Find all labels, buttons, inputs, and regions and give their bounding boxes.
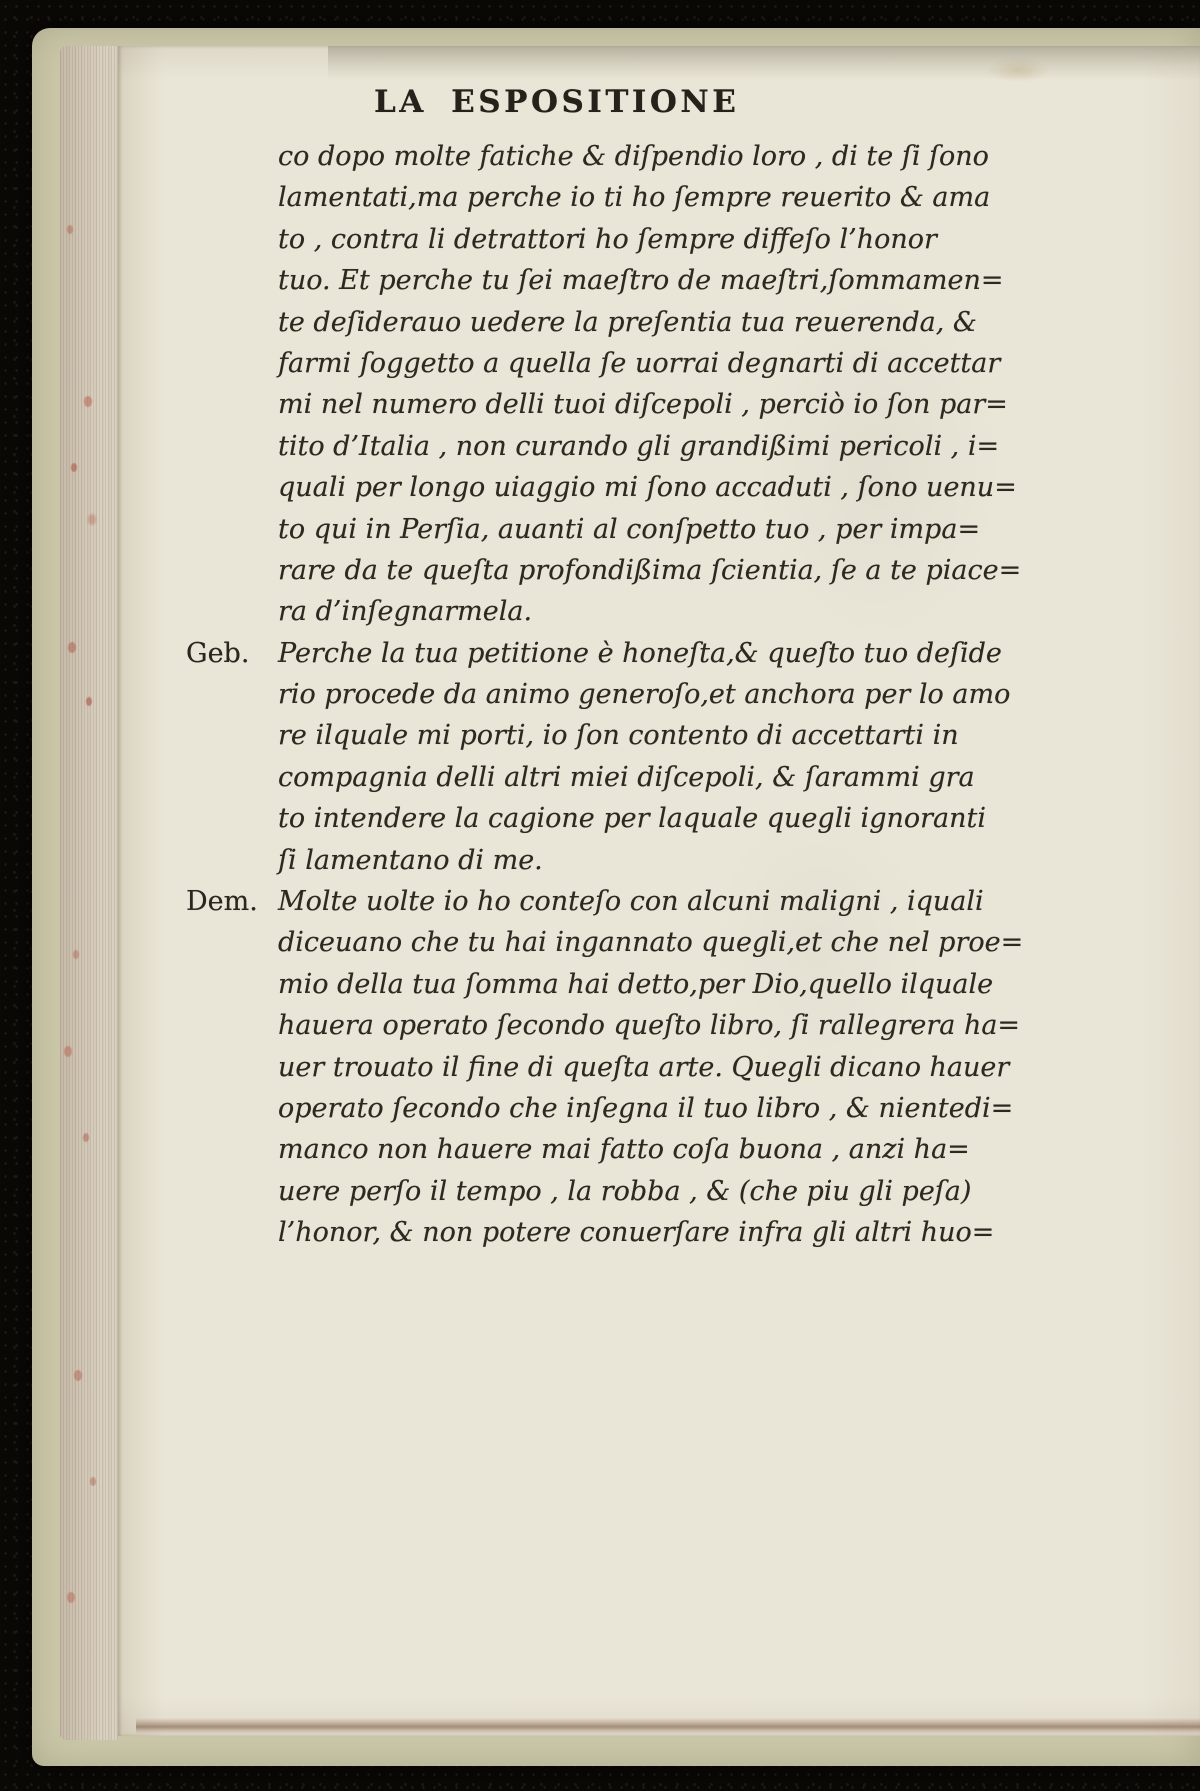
text-line: compagnia delli altri miei diſcepoli, & ſarammi gra	[278, 761, 975, 793]
text-line: uer trouato il fine di queſta arte. Quegli dicano hauer	[278, 1051, 1010, 1083]
dialogue-paragraph-continuation	[278, 136, 1022, 633]
text-line: to intendere la cagione per laquale quegli ignoranti	[278, 803, 986, 835]
text-line: quali per longo uiaggio mi ſono accaduti , ſono uenu=	[278, 472, 1017, 504]
text-line: manco non hauere mai fatto coſa buona , anzi ha=	[278, 1134, 970, 1166]
red-edge-speckles	[60, 46, 64, 53]
text-line: operato ſecondo che inſegna il tuo libro , & nientedi=	[278, 1092, 1014, 1124]
top-tape-strip	[328, 46, 1200, 80]
text-line: to , contra li detrattori ho ſempre diffeſo l’honor	[278, 223, 937, 255]
text-line: to qui in Perſia, auanti al conſpetto tuo , per impa=	[278, 513, 981, 545]
text-line: uere perſo il tempo , la robba , & (che piu gli peſa)	[278, 1175, 972, 1207]
text-line: ra d’inſegnarmela.	[278, 596, 533, 628]
dialogue-paragraph-demogorgon	[186, 881, 1024, 1254]
text-line: mio della tua ſomma hai detto,per Dio,quello ilquale	[278, 968, 994, 1000]
page-edge-stack	[60, 46, 118, 1740]
book-page	[118, 46, 1200, 1736]
text-line: tuo. Et perche tu ſei maeſtro de maeſtri,ſommamen=	[278, 265, 1004, 297]
text-block	[186, 136, 1024, 1254]
dialogue-paragraph-geber	[186, 633, 1011, 881]
text-line: te deſiderauo uedere la preſentia tua reuerenda, &	[278, 306, 977, 338]
text-line: re ilquale mi porti, io ſon contento di accettarti in	[278, 720, 959, 752]
text-line: tito d’Italia , non curando gli grandißimi pericoli , i=	[278, 430, 1000, 462]
speaker-label: Geb.	[186, 637, 250, 669]
text-line: ſi lamentano di me.	[278, 844, 543, 876]
text-line: hauera operato ſecondo queſto libro, ſi rallegrera ha=	[278, 1010, 1021, 1042]
text-line: lamentati,ma perche io ti ho ſempre reuerito & ama	[278, 182, 991, 214]
text-line: rio procede da animo generoſo,et anchora per lo amo	[278, 679, 1011, 711]
page-bottom-edge	[136, 1718, 1200, 1734]
text-line: rare da te queſta profondißima ſcientia, ſe a te piace=	[278, 554, 1022, 586]
text-line: Molte uolte io ho conteſo con alcuni maligni , iquali	[278, 886, 984, 918]
text-line: farmi ſoggetto a quella ſe uorrai degnarti di accettar	[278, 347, 1001, 379]
text-line: co dopo molte fatiche & diſpendio loro , di te ſi ſono	[278, 141, 989, 172]
text-line: Perche la tua petitione è honeſta,& queſto tuo deſide	[278, 637, 1002, 669]
text-line: l’honor, & non potere conuerſare infra gli altri huo=	[278, 1217, 995, 1249]
page-title: LA ESPOSITIONE	[374, 84, 740, 120]
text-line: mi nel numero delli tuoi diſcepoli , perciò io ſon par=	[278, 389, 1008, 421]
speaker-label: Dem.	[186, 886, 258, 918]
text-line: diceuano che tu hai ingannato quegli,et che nel proe=	[278, 927, 1024, 959]
